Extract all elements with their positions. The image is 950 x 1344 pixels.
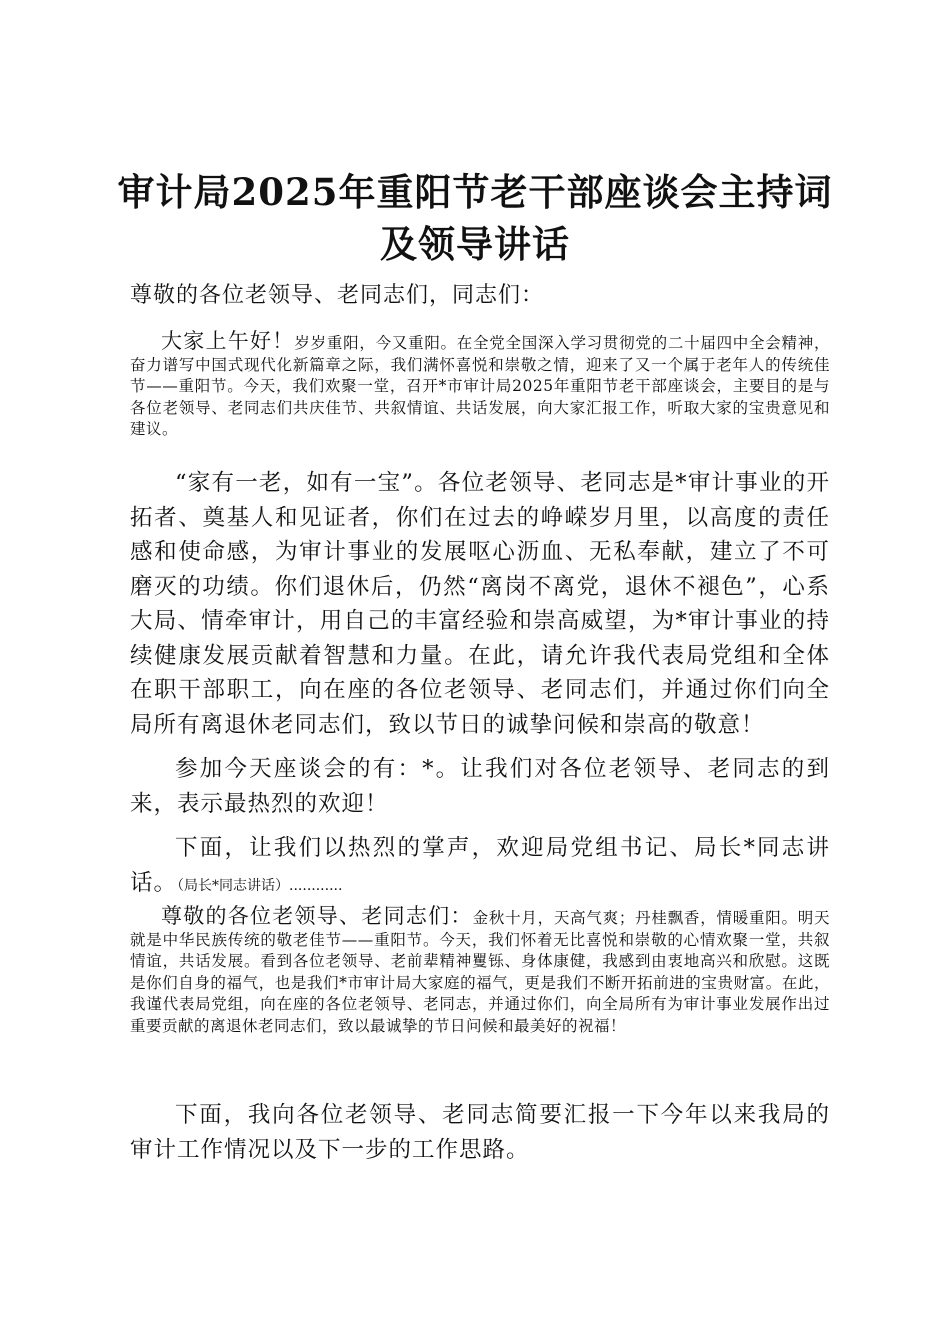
speech-body: 金秋十月，天高气爽；丹桂飘香，情暖重阳。明天就是中华民族传统的敬老佳节——重阳节。今天，我们怀着无比喜悦和崇敬的心情欢聚一堂，共叙情谊，共话发展。看到各位老领导、老前辈精神矍铄、身体康健，我感到由衷地高兴和欣慰。这既是你们自身的福气，也是我们*市审计局大家庭的福气，更是我们不断开拓前进的宝贵财富。在此，我谨代表局党组，向在座的各位老领导、老同志，并通过你们，向全局所有为审计事业发展作出过重要贡献的离退休老同志们，致以最诚挚的节日问候和最美好的祝福！ <box>130 909 830 1035</box>
speech-salutation: 尊敬的各位老领导、老同志们： <box>161 904 473 928</box>
opening-greeting: 大家上午好！ <box>161 329 295 353</box>
paragraph-speech <box>130 906 830 1038</box>
opening-body: 岁岁重阳，今又重阳。在全党全国深入学习贯彻党的二十届四中全会精神，奋力谱写中国式现代化新篇章之际，我们满怀喜悦和崇敬之情，迎来了又一个属于老年人的传统佳节——重阳节。今天，我们欢聚一堂，召开*市审计局2025年重阳节老干部座谈会，主要目的是与各位老领导、老同志们共庆佳节、共叙情谊、共话发展，向大家汇报工作，听取大家的宝贵意见和建议。 <box>130 334 830 439</box>
salutation: 尊敬的各位老领导、老同志们，同志们： <box>130 283 545 308</box>
invitation-body: 下面，让我们以热烈的掌声，欢迎局党组书记、局长*同志讲话。 <box>130 835 830 896</box>
stage-note: （局长*同志讲话）............ <box>177 877 343 894</box>
paragraph-opening <box>130 331 830 441</box>
paragraph-attendees: 参加今天座谈会的有：*。让我们对各位老领导、老同志的到来，表示最热烈的欢迎！ <box>130 756 830 817</box>
paragraph-report-intro: 下面，我向各位老领导、老同志简要汇报一下今年以来我局的审计工作情况以及下一步的工作思路。 <box>130 1102 830 1163</box>
paragraph-tribute: “家有一老，如有一宝”。各位老领导、老同志是*审计事业的开拓者、奠基人和见证者，你们在过去的峥嵘岁月里，以高度的责任感和使命感，为审计事业的发展呕心沥血、无私奉献，建立了不可磨灭的功绩。你们退休后，仍然“离岗不离党，退休不褪色”，心系大局、情牵审计，用自己的丰富经验和崇高威望，为*审计事业的持续健康发展贡献着智慧和力量。在此，请允许我代表局党组和全体在职干部职工，向在座的各位老领导、老同志们，并通过你们向全局所有离退休老同志们，致以节日的诚挚问候和崇高的敬意！ <box>130 470 830 738</box>
paragraph-invitation <box>130 831 830 903</box>
document-title: 审计局2025年重阳节老干部座谈会主持词及领导讲话 <box>117 170 833 266</box>
